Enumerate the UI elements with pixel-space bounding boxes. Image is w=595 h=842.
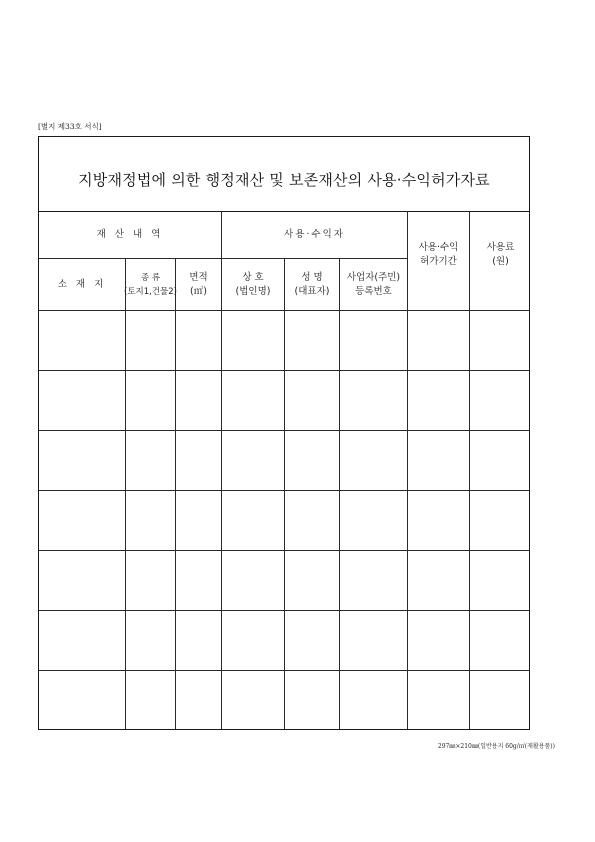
cell-trade-name[interactable] — [222, 311, 284, 370]
table-row — [39, 671, 529, 729]
cell-area[interactable] — [176, 551, 221, 610]
cell-name[interactable] — [285, 431, 339, 490]
header-area-line2: (㎡) — [190, 285, 207, 297]
cell-period[interactable] — [408, 671, 469, 729]
table-row — [39, 611, 529, 670]
cell-type[interactable] — [126, 671, 175, 729]
cell-trade-name[interactable] — [222, 551, 284, 610]
cell-name[interactable] — [285, 611, 339, 670]
cell-type[interactable] — [126, 371, 175, 430]
header-location — [39, 259, 125, 310]
header-name-line2: (대표자) — [294, 285, 330, 297]
header-area-line1: 면적 — [189, 271, 208, 283]
header-fee-line1: 사용료 — [486, 242, 515, 253]
header-fee-line2: (원) — [492, 256, 509, 267]
header-fee — [470, 225, 531, 297]
cell-fee[interactable] — [470, 611, 529, 670]
header-name-line1: 성 명 — [301, 271, 323, 283]
cell-type[interactable] — [126, 551, 175, 610]
form-table — [38, 136, 530, 730]
header-period-line2: 허가기간 — [420, 256, 457, 267]
cell-location[interactable] — [39, 611, 125, 670]
paper-spec-footnote: 297㎜×210㎜(일반용지 60g/㎡(재활용품)) — [437, 743, 555, 750]
cell-period[interactable] — [408, 371, 469, 430]
table-row — [39, 311, 529, 370]
header-name — [285, 259, 339, 310]
header-type-line1: 종 류 — [140, 272, 161, 283]
cell-fee[interactable] — [470, 311, 529, 370]
cell-location[interactable] — [39, 551, 125, 610]
header-registration — [340, 259, 407, 310]
cell-name[interactable] — [285, 311, 339, 370]
cell-location[interactable] — [39, 431, 125, 490]
header-period-line1: 사용·수익 — [418, 242, 459, 253]
cell-fee[interactable] — [470, 371, 529, 430]
cell-area[interactable] — [176, 371, 221, 430]
cell-registration[interactable] — [340, 551, 407, 610]
header-registration-line1: 사업자(주민) — [346, 271, 401, 283]
header-user-text: 사용·수익자 — [284, 228, 345, 240]
form-title-row — [39, 137, 529, 212]
cell-trade-name[interactable] — [222, 671, 284, 729]
header-property-details — [39, 211, 221, 258]
cell-area[interactable] — [176, 611, 221, 670]
header-trade-name-line2: (법인명) — [235, 285, 271, 297]
form-number-label: [별지 제33호 서식] — [38, 122, 102, 131]
header-period — [408, 225, 469, 297]
cell-fee[interactable] — [470, 431, 529, 490]
cell-trade-name[interactable] — [222, 431, 284, 490]
table-row — [39, 551, 529, 610]
data-rows — [39, 311, 529, 729]
header-trade-name-line1: 상 호 — [242, 271, 264, 283]
table-row — [39, 491, 529, 550]
cell-type[interactable] — [126, 311, 175, 370]
header-type — [126, 259, 175, 310]
cell-trade-name[interactable] — [222, 371, 284, 430]
cell-area[interactable] — [176, 491, 221, 550]
table-row — [39, 431, 529, 490]
cell-location[interactable] — [39, 371, 125, 430]
cell-registration[interactable] — [340, 671, 407, 729]
cell-period[interactable] — [408, 611, 469, 670]
cell-registration[interactable] — [340, 431, 407, 490]
cell-fee[interactable] — [470, 551, 529, 610]
cell-period[interactable] — [408, 311, 469, 370]
cell-registration[interactable] — [340, 491, 407, 550]
header-type-line2: (토지1,건물2) — [124, 286, 177, 297]
form-title: 지방재정법에 의한 행정재산 및 보존재산의 사용·수익허가자료 — [78, 170, 490, 189]
cell-area[interactable] — [176, 671, 221, 729]
cell-location[interactable] — [39, 311, 125, 370]
cell-location[interactable] — [39, 671, 125, 729]
table-row — [39, 371, 529, 430]
header-location-text: 소 재 지 — [57, 278, 107, 290]
cell-registration[interactable] — [340, 371, 407, 430]
cell-name[interactable] — [285, 551, 339, 610]
cell-type[interactable] — [126, 431, 175, 490]
cell-period[interactable] — [408, 491, 469, 550]
cell-fee[interactable] — [470, 491, 529, 550]
cell-trade-name[interactable] — [222, 491, 284, 550]
header-trade-name — [222, 259, 284, 310]
cell-area[interactable] — [176, 311, 221, 370]
cell-area[interactable] — [176, 431, 221, 490]
cell-registration[interactable] — [340, 311, 407, 370]
header-registration-line2: 등록번호 — [355, 285, 392, 297]
cell-registration[interactable] — [340, 611, 407, 670]
cell-period[interactable] — [408, 551, 469, 610]
header-property-details-text: 재 산 내 역 — [96, 228, 164, 240]
cell-trade-name[interactable] — [222, 611, 284, 670]
cell-location[interactable] — [39, 491, 125, 550]
cell-fee[interactable] — [470, 671, 529, 729]
cell-type[interactable] — [126, 611, 175, 670]
cell-name[interactable] — [285, 671, 339, 729]
cell-period[interactable] — [408, 431, 469, 490]
header-area — [176, 259, 221, 310]
cell-name[interactable] — [285, 371, 339, 430]
cell-type[interactable] — [126, 491, 175, 550]
cell-name[interactable] — [285, 491, 339, 550]
header-user — [222, 211, 407, 258]
